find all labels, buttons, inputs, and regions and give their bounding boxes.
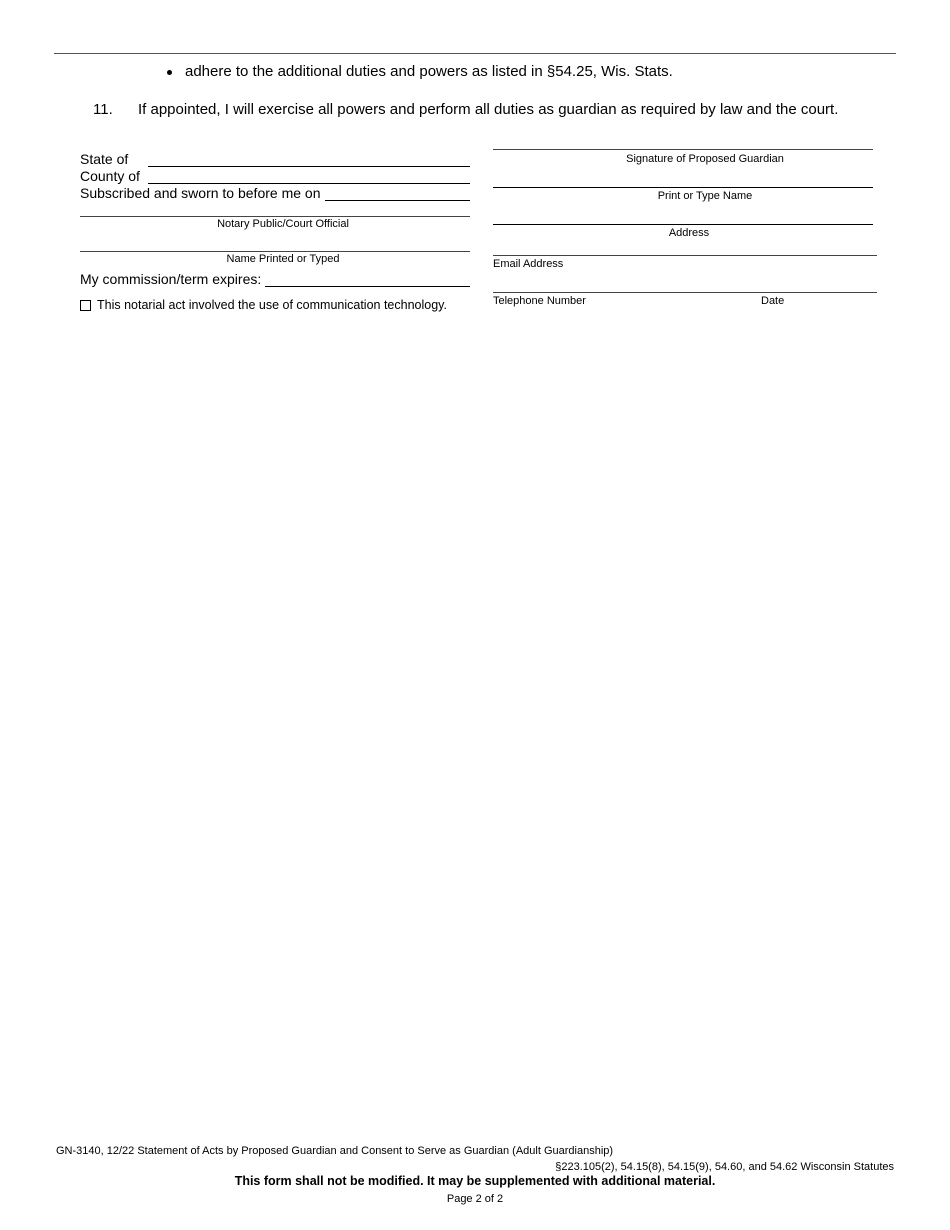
- notary-name-caption: Name Printed or Typed: [226, 253, 340, 265]
- notary-official-caption: Notary Public/Court Official: [217, 218, 349, 230]
- guardian-email-caption: Email Address: [493, 258, 564, 270]
- guardian-signature-line[interactable]: [493, 149, 873, 150]
- guardian-signature-caption: Signature of Proposed Guardian: [626, 153, 784, 165]
- guardian-telephone-caption: Telephone Number: [493, 295, 586, 307]
- commission-label: My commission/term expires:: [80, 271, 262, 287]
- bullet-icon: [167, 70, 172, 75]
- footer-form-id: GN-3140, 12/22 Statement of Acts by Proposed Guardian and Consent to Serve as Guardian (Adult Guardianship): [56, 1145, 614, 1157]
- guardian-date-caption: Date: [761, 295, 785, 307]
- guardian-email-line[interactable]: [493, 255, 877, 256]
- guardian-print-name-line[interactable]: [493, 187, 873, 188]
- guardian-telephone-date-line[interactable]: [493, 292, 877, 293]
- notary-name-line[interactable]: [80, 251, 470, 252]
- item-text: If appointed, I will exercise all powers and perform all duties as guardian as required by law and the court.: [138, 101, 839, 118]
- guardian-address-caption: Address: [668, 227, 710, 239]
- county-label: County of: [80, 168, 140, 184]
- state-field[interactable]: [148, 166, 470, 167]
- state-label: State of: [80, 151, 129, 167]
- item-number: 11.: [93, 101, 113, 118]
- guardian-address-line[interactable]: [493, 224, 873, 225]
- county-field[interactable]: [148, 183, 470, 184]
- commission-expires-field[interactable]: [265, 286, 470, 287]
- communication-tech-checkbox[interactable]: [80, 300, 91, 311]
- communication-tech-label: This notarial act involved the use of communication technology.: [97, 298, 447, 312]
- notary-signature-line[interactable]: [80, 216, 470, 217]
- top-divider: [54, 53, 896, 54]
- footer-notice: This form shall not be modified. It may be supplemented with additional material.: [234, 1174, 716, 1188]
- subscribed-label: Subscribed and sworn to before me on: [80, 185, 321, 201]
- guardian-print-name-caption: Print or Type Name: [657, 190, 753, 202]
- bullet-text: adhere to the additional duties and powers as listed in §54.25, Wis. Stats.: [185, 63, 673, 80]
- footer-statutes: §223.105(2), 54.15(8), 54.15(9), 54.60, and 54.62 Wisconsin Statutes: [555, 1161, 894, 1173]
- page-number: Page 2 of 2: [446, 1193, 504, 1205]
- sworn-date-field[interactable]: [325, 200, 470, 201]
